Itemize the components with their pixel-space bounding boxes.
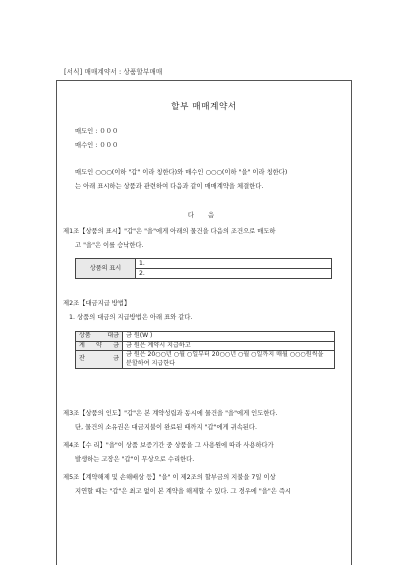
document-caption: [서식] 매매계약서 : 상품할부매매 — [64, 68, 163, 76]
payment-label-price: 상품 대금 — [76, 332, 123, 342]
article-4-line-2: 발생하는 고장은 "갑"이 무상으로 수리한다. — [75, 456, 195, 463]
goods-label: 상품의 표시 — [76, 259, 136, 279]
intro-line-1: 매도인 ○○○(이하 "갑" 이라 칭한다)와 매수인 ○○○(이하 "을" 이라 칭한다) — [75, 169, 288, 176]
payment-value-balance: 금 원은 20○○년 ○월 ○일부터 20○○년 ○월 ○일까지 매월 ○○○원씩을 분할하여 지급한다 — [123, 351, 335, 369]
contract-frame — [56, 80, 352, 565]
article-3-line-1: 제3조【상품의 인도】"갑"은 본 계약성립과 동시에 물건을 "을"에게 인도한다. — [63, 410, 278, 417]
article-2-line-1: 1. 상품의 대금의 지급방법은 아래 표와 같다. — [69, 314, 193, 321]
article-5-line-2: 지연할 때는 "갑"은 최고 없이 본 계약을 해제할 수 있다. 그 경우에 "을"은 즉시 — [75, 488, 292, 495]
table-row — [76, 341, 335, 351]
payment-label-balance: 잔 금 — [76, 351, 123, 369]
article-1-line-2: 고 "을"은 이를 승낙한다. — [75, 242, 144, 249]
goods-item-1: 1. — [136, 259, 332, 269]
seller-line: 매도인 : ０００ — [75, 128, 119, 135]
payment-value-deposit: 금 원은 계약시 지급하고 — [123, 341, 335, 351]
goods-item-2: 2. — [136, 269, 332, 279]
payment-label-deposit: 계 약 금 — [76, 341, 123, 351]
contract-title: 할부 매매계약서 — [171, 102, 237, 112]
table-row — [76, 332, 335, 342]
intro-line-2: 는 아래 표시하는 상품과 관련하여 다음과 같이 매매계약을 체결한다. — [75, 183, 264, 190]
article-5-line-1: 제5조【계약해제 및 손해배상 등】"을" 이 제2조의 할부금의 지불을 7일 이상 — [63, 474, 276, 481]
table-row — [76, 351, 335, 369]
buyer-line: 매수인 : ０００ — [75, 142, 119, 149]
section-heading: 다 음 — [187, 212, 221, 219]
article-1-line-1: 제1조【상품의 표시】"갑"은 "을"에게 아래의 물건을 다음의 조건으로 매도하 — [63, 228, 276, 235]
article-4-line-1: 제4조【수 리】"을"이 상품 보증기간 중 상품을 그 사용원에 따라 사용하다가 — [63, 442, 274, 449]
article-3-line-2: 단, 물건의 소유권은 대금지불이 완료된 때까지 "갑"에게 귀속된다. — [75, 424, 257, 431]
article-2-heading: 제2조【대금지급 방법】 — [63, 300, 131, 307]
payment-value-price: 금 원(W ) — [123, 332, 335, 342]
payment-table — [75, 331, 335, 369]
goods-table — [75, 258, 332, 279]
